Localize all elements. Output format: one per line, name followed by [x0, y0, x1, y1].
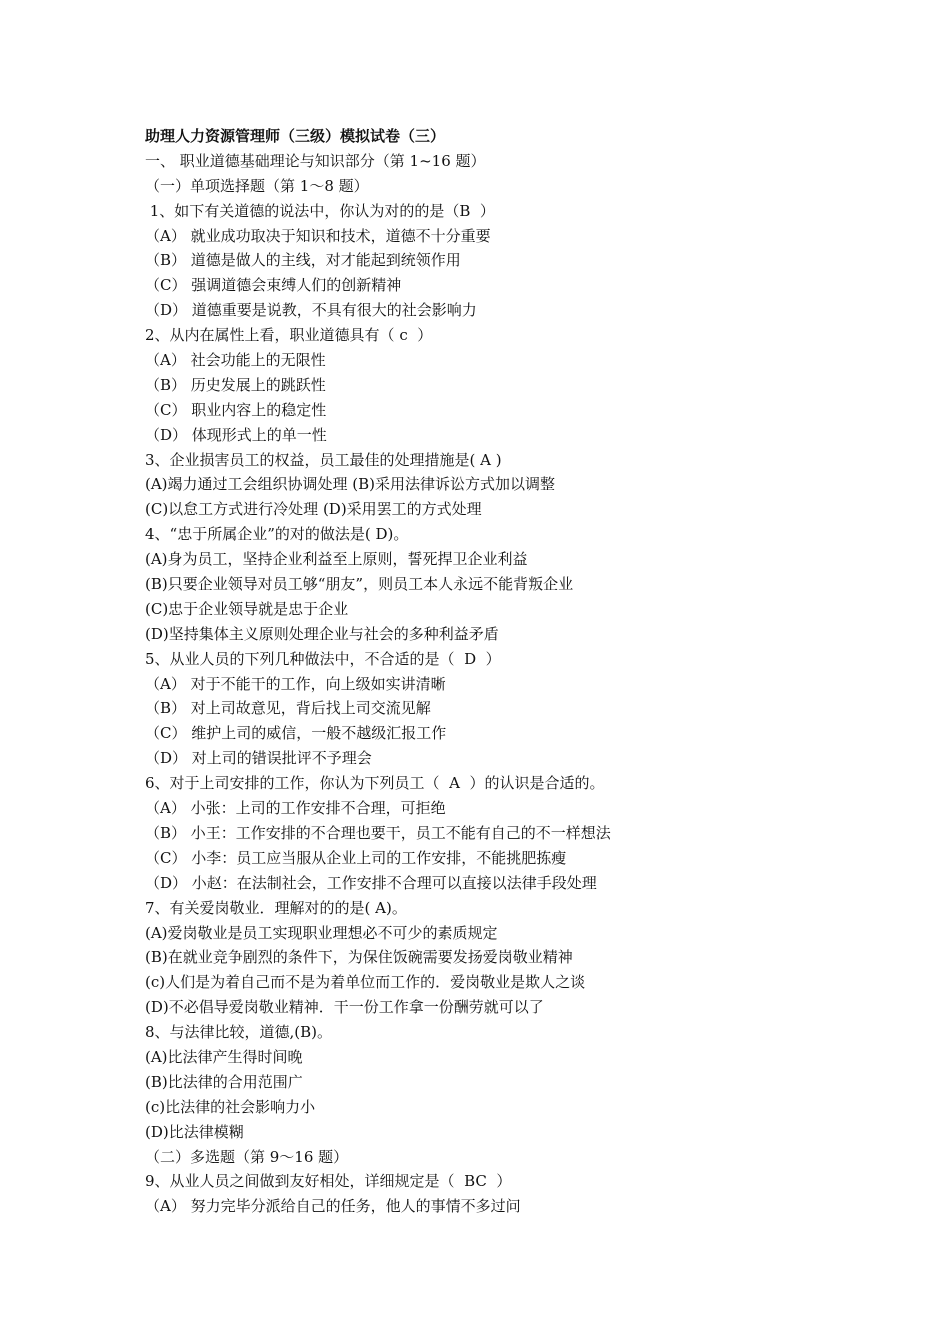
- question-7-option-c: (c)人们是为着自己而不是为着单位而工作的．爱岗敬业是欺人之谈: [145, 973, 586, 992]
- question-1-option-d: （D） 道德重要是说教，不具有很大的社会影响力: [145, 301, 477, 320]
- question-3-options-cd: (C)以怠工方式进行冷处理 (D)采用罢工的方式处理: [145, 500, 482, 519]
- section-heading: 一、 职业道德基础理论与知识部分（第 1~16 题）: [145, 151, 486, 170]
- question-7-option-b: (B)在就业竞争剧烈的条件下，为保住饭碗需要发扬爱岗敬业精神: [145, 948, 573, 967]
- document-body: [145, 124, 845, 1219]
- question-2-option-c: （C） 职业内容上的稳定性: [145, 400, 327, 419]
- question-6-option-c: （C） 小李：员工应当服从企业上司的工作安排，不能挑肥拣瘦: [145, 848, 567, 867]
- question-7-option-a: (A)爱岗敬业是员工实现职业理想必不可少的素质规定: [145, 923, 498, 942]
- document-title: 助理人力资源管理师（三级）模拟试卷（三）: [145, 127, 446, 145]
- question-3-options-ab: (A)竭力通过工会组织协调处理 (B)采用法律诉讼方式加以调整: [145, 475, 556, 494]
- question-1-option-a: （A） 就业成功取决于知识和技术，道德不十分重要: [145, 226, 491, 245]
- question-6-option-b: （B） 小王：工作安排的不合理也要干，员工不能有自己的不一样想法: [145, 823, 611, 842]
- question-5-option-c: （C） 维护上司的威信，一般不越级汇报工作: [145, 724, 447, 743]
- question-9-option-a: （A） 努力完毕分派给自己的任务，他人的事情不多过问: [145, 1197, 521, 1216]
- question-4-option-b: (B)只要企业领导对员工够“朋友”，则员工本人永远不能背叛企业: [145, 575, 574, 594]
- question-1: 1、如下有关道德的说法中，你认为对的的是（B ）: [145, 201, 495, 220]
- question-5-option-a: （A） 对于不能干的工作，向上级如实讲清晰: [145, 674, 446, 693]
- question-5-option-d: （D） 对上司的错误批评不予理会: [145, 749, 372, 768]
- question-8-option-c: (c)比法律的社会影响力小: [145, 1097, 316, 1116]
- question-5-option-b: （B） 对上司故意见，背后找上司交流见解: [145, 699, 431, 718]
- question-7: 7、有关爱岗敬业．理解对的的是( A)。: [145, 898, 407, 917]
- question-8-option-a: (A)比法律产生得时间晚: [145, 1047, 303, 1066]
- question-4-option-c: (C)忠于企业领导就是忠于企业: [145, 599, 349, 618]
- question-7-option-d: (D)不必倡导爱岗敬业精神．干一份工作拿一份酬劳就可以了: [145, 998, 544, 1017]
- question-5: 5、从业人员的下列几种做法中，不合适的是（ D ）: [145, 649, 501, 668]
- question-3: 3、企业损害员工的权益，员工最佳的处理措施是( A ): [145, 450, 502, 469]
- question-6: 6、对于上司安排的工作，你认为下列员工（ A ）的认识是合适的。: [145, 774, 605, 793]
- question-1-option-c: （C） 强调道德会束缚人们的创新精神: [145, 276, 402, 295]
- question-4: 4、“忠于所属企业”的对的做法是( D)。: [145, 525, 409, 544]
- question-8-option-d: (D)比法律模糊: [145, 1122, 244, 1141]
- question-6-option-d: （D） 小赵：在法制社会，工作安排不合理可以直接以法律手段处理: [145, 873, 597, 892]
- question-2-option-a: （A） 社会功能上的无限性: [145, 351, 326, 370]
- question-2: 2、从内在属性上看，职业道德具有（ c ）: [145, 326, 433, 345]
- question-9: 9、从业人员之间做到友好相处，详细规定是（ BC ）: [145, 1172, 512, 1191]
- question-2-option-d: （D） 体现形式上的单一性: [145, 425, 327, 444]
- question-8: 8、与法律比较，道德,(B)。: [145, 1023, 333, 1042]
- question-8-option-b: (B)比法律的合用范围广: [145, 1072, 303, 1091]
- subsection-heading: （一）单项选择题（第 1～8 题）: [145, 176, 369, 195]
- question-1-option-b: （B） 道德是做人的主线，对才能起到统领作用: [145, 251, 461, 270]
- subsection-heading: （二）多选题（第 9～16 题）: [145, 1147, 349, 1166]
- question-6-option-a: （A） 小张：上司的工作安排不合理，可拒绝: [145, 799, 446, 818]
- question-2-option-b: （B） 历史发展上的跳跃性: [145, 375, 326, 394]
- question-4-option-d: (D)坚持集体主义原则处理企业与社会的多种利益矛盾: [145, 624, 499, 643]
- question-4-option-a: (A)身为员工，坚持企业利益至上原则，誓死捍卫企业利益: [145, 550, 528, 569]
